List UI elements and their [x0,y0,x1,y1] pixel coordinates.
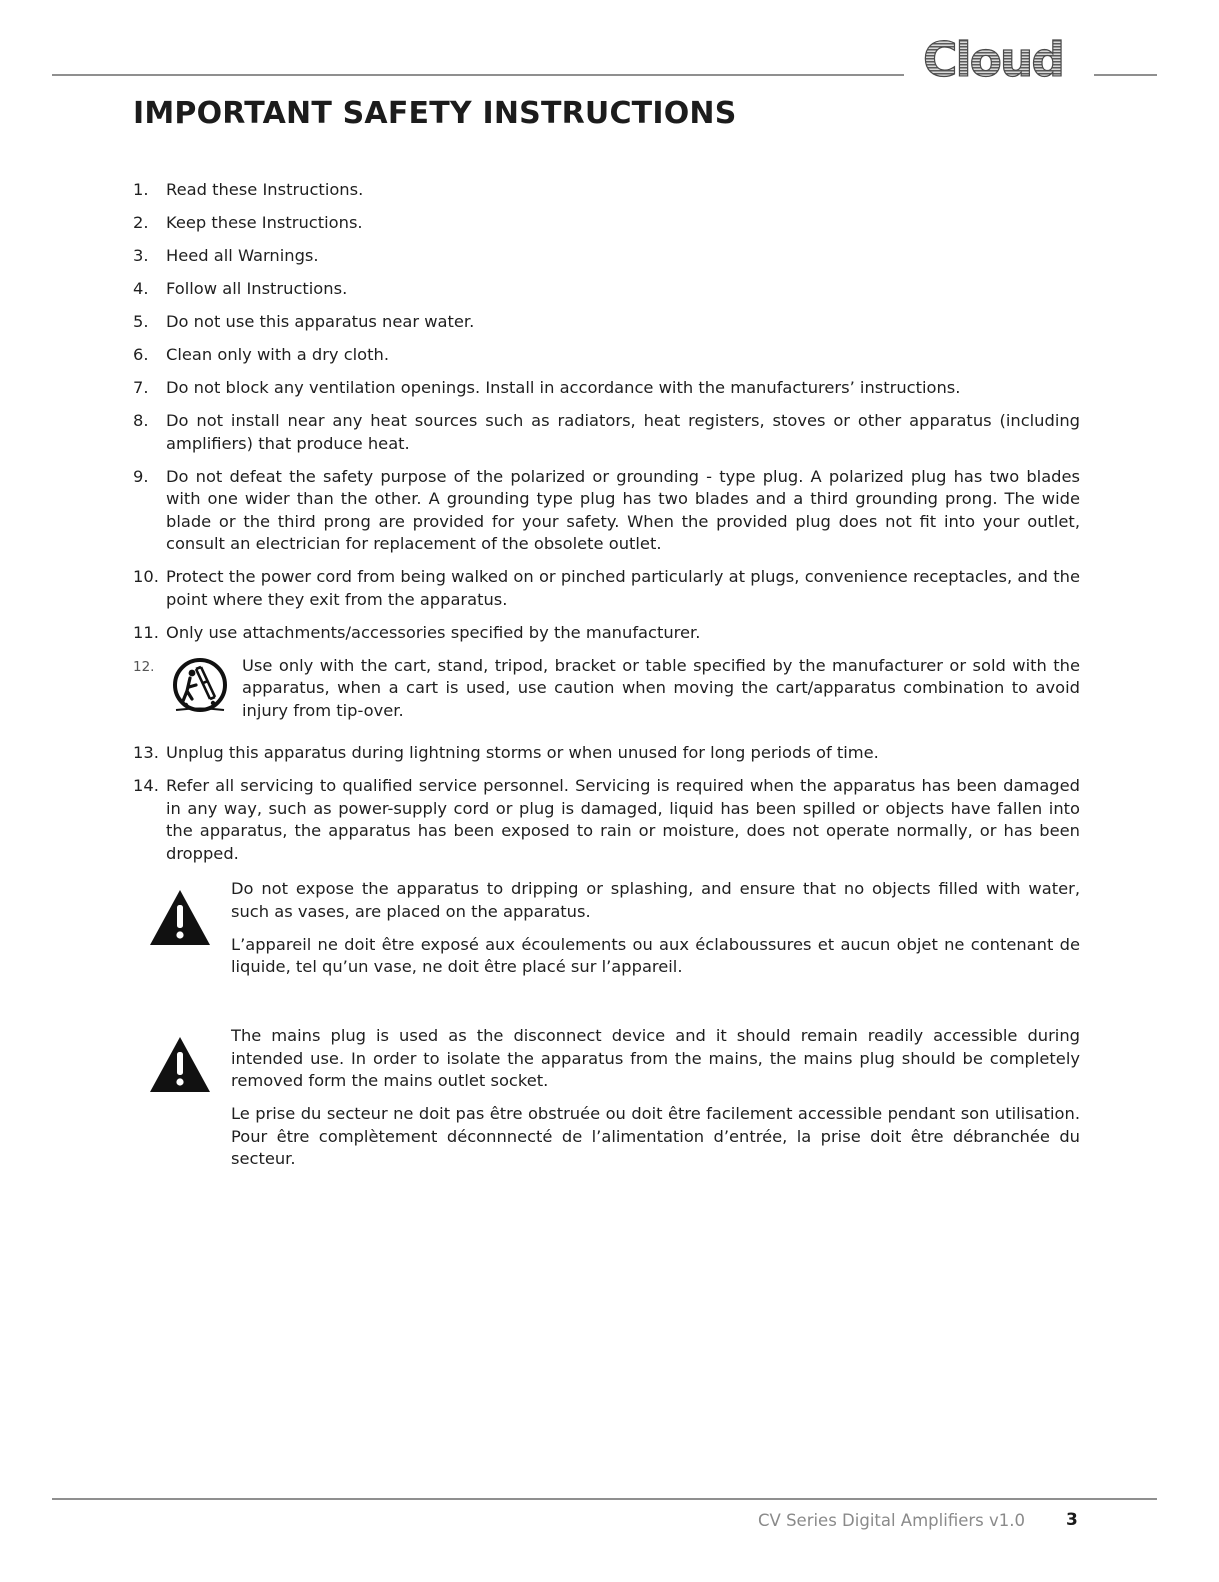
item-text: Refer all servicing to qualified service personnel. Servicing is required when the apparatus has been damaged in any way, such as power-supply cord or plug is damaged, liquid has been spilled or objects have fallen into the apparatus, the apparatus has been exposed to rain or moisture, does not operate normally, or has been dropped. [166,776,1080,863]
list-item-cart [133,655,1080,723]
item-text: Read these Instructions. [166,180,364,199]
item-text: Use only with the cart, stand, tripod, bracket or table specified by the manufacturer or sold with the apparatus, when a cart is used, use caution when moving the cart/apparatus combination to avoid injury from tip-over. [242,655,1080,720]
warning-block-water [149,878,1080,989]
item-text: Do not block any ventilation openings. Install in accordance with the manufacturers’ instructions. [166,378,961,397]
list-item [133,742,1080,765]
warning-text-en: Do not expose the apparatus to dripping or splashing, and ensure that no objects filled with water, such as vases, are placed on the apparatus. [231,879,1080,921]
item-text: Follow all Instructions. [166,279,348,298]
list-item [133,311,1080,334]
item-text: Do not use this apparatus near water. [166,312,475,331]
item-number: 5. [133,312,149,331]
item-text: Keep these Instructions. [166,213,363,232]
footer-document-title: CV Series Digital Amplifiers v1.0 [758,1511,1025,1530]
page-number: 3 [1066,1510,1078,1530]
warning-triangle-icon [149,878,213,989]
list-item [133,622,1080,645]
item-text: Clean only with a dry cloth. [166,345,390,364]
item-text: Only use attachments/accessories specified by the manufacturer. [166,622,701,642]
item-text: Do not install near any heat sources such as radiators, heat registers, stoves or other apparatus (including amplifiers) that produce heat. [166,411,1080,453]
warning-text-en: The mains plug is used as the disconnect device and it should remain readily accessible during intended use. In order to isolate the apparatus from the mains, the mains plug should be completely removed form the mains outlet socket. [231,1026,1080,1090]
list-item [133,179,1080,202]
item-number: 4. [133,279,149,298]
header-rule-right [1094,74,1157,76]
item-number: 1. [133,180,149,199]
header-rule-left [52,74,904,76]
cloud-logo [921,34,1077,82]
item-number: 7. [133,378,149,397]
item-text: Protect the power cord from being walked on or pinched particularly at plugs, convenience receptacles, and the point where they exit from the apparatus. [166,567,1080,609]
item-number: 8. [133,411,149,430]
item-number: 6. [133,345,149,364]
item-number: 14. [133,776,159,795]
page-title: IMPORTANT SAFETY INSTRUCTIONS [133,96,737,131]
list-item [133,377,1080,400]
warning-block-mains [149,1025,1080,1181]
list-item [133,278,1080,301]
item-number: 11. [133,622,159,642]
item-number: 3. [133,246,149,265]
item-number: 10. [133,567,159,586]
item-number: 2. [133,213,149,232]
list-item [133,344,1080,367]
warning-triangle-icon [149,1025,213,1181]
cart-tip-over-icon [170,655,234,715]
svg-text:Cloud: Cloud [923,34,1063,82]
list-item [133,775,1080,865]
item-number: 13. [133,743,159,762]
list-item [133,410,1080,455]
footer-rule [52,1498,1157,1500]
list-item [133,212,1080,235]
list-item [133,566,1080,611]
item-text: Do not defeat the safety purpose of the polarized or grounding - type plug. A polarized plug has two blades with one wider than the other. A grounding type plug has two blades and a third grounding prong. The wide blade or the third prong are provided for your safety. When the provided plug does not fit into your outlet, consult an electrician for replacement of the obsolete outlet. [166,466,1080,553]
item-number: 12. [133,658,155,675]
list-item [133,466,1080,556]
item-text: Heed all Warnings. [166,246,319,265]
warning-text-fr: L’appareil ne doit être exposé aux écoulements ou aux éclaboussures et aucun objet ne contenant de liquide, tel qu’un vase, ne doit être placé sur l’appareil. [231,934,1080,976]
item-text: Unplug this apparatus during lightning storms or when unused for long periods of time. [166,743,879,762]
warning-text-fr: Le prise du secteur ne doit pas être obstruée ou doit être facilement accessible pendant son utilisation. Pour être complètement déconnnecté de l’alimentation d’entrée, la prise doit être débranchée du secteur. [231,1104,1080,1168]
item-number: 9. [133,466,149,486]
list-item [133,245,1080,268]
instruction-list [133,179,1080,876]
